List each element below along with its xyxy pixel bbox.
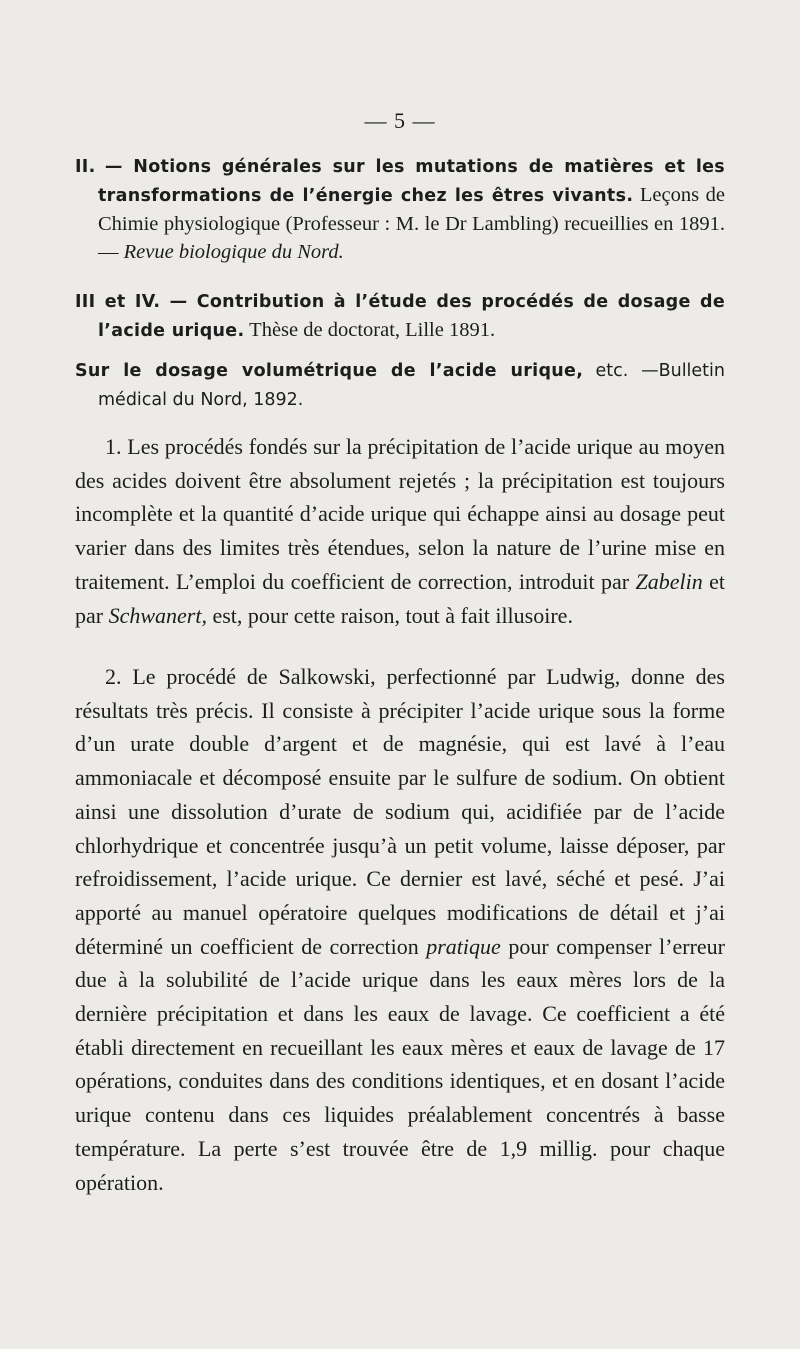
ref-iii-iv-title: III et IV. — Contribution à l’étude des procédés de dosage de l’acide urique. (75, 292, 725, 341)
ref-ii-title: — Notions générales sur les mutations de matières et les transformations de l’énergie chez les êtres vivants. (98, 157, 725, 206)
reference-dosage (75, 356, 725, 414)
reference-iii-iv (75, 287, 725, 345)
para-2-text-a: 2. Le procédé de Salkowski, perfectionné par Ludwig, donne des résultats très précis. Il consiste à précipiter l’acide urique sous la forme d’un urate double d’argent et de magnésie, qui est lavé à l’eau ammoniacale et décomposé ensuite par le sulfure de sodium. On obtient ainsi une dissolution d’urate de sodium qui, acidifiée par de l’acide chlorhydrique et concentrée jusqu’à un petit volume, laisse déposer, par refroidissement, l’acide urique. Ce dernier est lavé, séché et pesé. J’ai apporté au manuel opératoire quelques modifications de détail et j’ai déterminé un coefficient de correction (75, 664, 725, 959)
para-1-text-b: et par (75, 568, 726, 628)
para-1-zabelin: Zabelin (635, 568, 703, 594)
ref-iii-iv-text: Thèse de doctorat, Lille 1891. (249, 319, 496, 341)
ref-ii-number: II. (75, 157, 96, 177)
para-2-text-b: pour compenser l’erreur due à la solubilité de l’acide urique dans les eaux mères lors de la dernière précipitation et dans les eaux de lavage. Ce coefficient a été établi directement en recueillant les eaux mères et eaux de lavage de 17 opérations, conduites dans des conditions identiques, et en dosant l’acide urique contenu dans ces liquides préalablement concentrés à basse température. La perte s’est trouvée être de 1,9 millig. pour chaque opération. (75, 933, 726, 1195)
ref-ii-text: Leçons de Chimie physiologique (Professeur : M. le Dr Lambling) recueillies en 1891. — (98, 184, 726, 263)
ref-ii-journal: Revue biologique du Nord. (123, 241, 344, 263)
paragraph-2 (75, 660, 725, 1199)
para-1-text-a: 1. Les procédés fondés sur la précipitation de l’acide urique au moyen des acides doivent être absolument rejetés ; la précipitation est toujours incomplète et la quantité d’acide urique qui échappe ainsi au dosage peut varier dans des limites très étendues, selon la nature de l’urine mise en traitement. L’emploi du coefficient de correction, introduit par (75, 434, 725, 594)
reference-ii (75, 152, 725, 266)
para-1-schwanert: Schwanert, (108, 602, 207, 628)
ref-dosage-title: Sur le dosage volumétrique de l’acide urique, (75, 361, 584, 381)
ref-dosage-text: etc. —Bulletin médical du Nord, 1892. (98, 361, 725, 410)
para-1-text-c: est, pour cette raison, tout à fait illusoire. (212, 602, 573, 628)
page-number: — 5 — (364, 108, 436, 133)
paragraph-1 (75, 430, 725, 632)
para-2-pratique: pratique (426, 933, 501, 959)
